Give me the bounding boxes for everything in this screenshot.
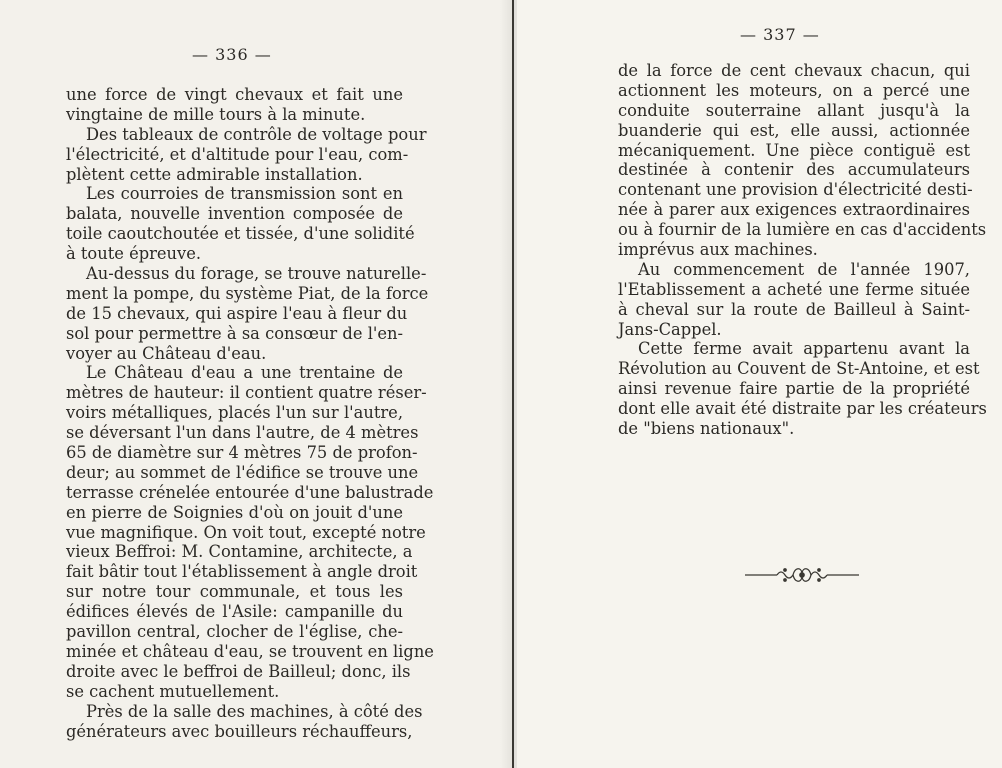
text-line: ainsi revenue faire partie de la propriété bbox=[618, 379, 970, 399]
text-line: dont elle avait été distraite par les créateurs bbox=[618, 399, 987, 419]
text-line: se cachent mutuellement. bbox=[66, 681, 280, 701]
text-line: ou à fournir de la lumière en cas d'accidents bbox=[618, 220, 987, 240]
text-line: sol pour permettre à sa consœur de l'en- bbox=[66, 323, 403, 343]
page-number-right: — 337 — bbox=[740, 25, 820, 44]
text-line: mètres de hauteur: il contient quatre réser- bbox=[66, 383, 427, 403]
text-line: Les courroies de transmission sont en bbox=[86, 184, 403, 204]
text-line: buanderie qui est, elle aussi, actionnée bbox=[618, 120, 970, 140]
text-line: l'électricité, et d'altitude pour l'eau, com- bbox=[66, 144, 409, 164]
text-line: destinée à contenir des accumulateurs bbox=[618, 160, 970, 180]
text-line: vieux Beffroi: M. Contamine, architecte, a bbox=[66, 542, 413, 562]
text-line: vue magnifique. On voit tout, excepté notre bbox=[66, 522, 426, 542]
text-line: l'Etablissement a acheté une ferme située bbox=[618, 279, 970, 299]
text-line: Le Château d'eau a une trentaine de bbox=[86, 363, 403, 383]
page-number-left: — 336 — bbox=[192, 45, 272, 64]
text-line: une force de vingt chevaux et fait une bbox=[66, 85, 403, 104]
text-line: Au-dessus du forage, se trouve naturelle- bbox=[86, 264, 427, 284]
left-page-text bbox=[66, 85, 434, 741]
text-line: toile caoutchoutée et tissée, d'une solidité bbox=[66, 224, 415, 244]
text-line: balata, nouvelle invention composée de bbox=[66, 204, 403, 224]
text-line: de "biens nationaux". bbox=[618, 419, 795, 439]
text-line: minée et château d'eau, se trouvent en ligne bbox=[66, 641, 434, 661]
text-line: terrasse crénelée entourée d'une balustrade bbox=[66, 482, 434, 502]
text-line: fait bâtir tout l'établissement à angle droit bbox=[66, 562, 418, 582]
gutter-shadow-left bbox=[500, 0, 512, 768]
text-line: édifices élevés de l'Asile: campanille du bbox=[66, 602, 403, 622]
text-line: imprévus aux machines. bbox=[618, 240, 818, 260]
text-line: ment la pompe, du système Piat, de la force bbox=[66, 283, 429, 303]
text-line: plètent cette admirable installation. bbox=[66, 164, 363, 184]
text-line: voyer au Château d'eau. bbox=[66, 343, 267, 363]
text-line: en pierre de Soignies d'où on jouit d'une bbox=[66, 502, 403, 522]
fleuron-ornament-icon bbox=[743, 560, 861, 590]
text-line: de la force de cent chevaux chacun, qui bbox=[618, 61, 970, 80]
text-line: conduite souterraine allant jusqu'à la bbox=[618, 100, 970, 120]
text-line: née à parer aux exigences extraordinaires bbox=[618, 200, 970, 220]
text-line: actionnent les moteurs, on a percé une bbox=[618, 80, 970, 100]
text-line: mécaniquement. Une pièce contiguë est bbox=[618, 140, 970, 160]
text-line: deur; au sommet de l'édifice se trouve une bbox=[66, 462, 419, 482]
text-line: à cheval sur la route de Bailleul à Saint- bbox=[618, 299, 970, 319]
text-line: à toute épreuve. bbox=[66, 244, 202, 264]
text-line: Des tableaux de contrôle de voltage pour bbox=[86, 124, 427, 144]
text-line: Révolution au Couvent de St-Antoine, et est bbox=[618, 359, 980, 379]
text-line: Cette ferme avait appartenu avant la bbox=[638, 339, 970, 359]
text-line: Au commencement de l'année 1907, bbox=[638, 259, 970, 279]
text-line: 65 de diamètre sur 4 mètres 75 de profon- bbox=[66, 443, 418, 463]
text-line: Près de la salle des machines, à côté des bbox=[86, 701, 423, 721]
text-line: de 15 chevaux, qui aspire l'eau à fleur du bbox=[66, 303, 408, 323]
text-line: générateurs avec bouilleurs réchauffeurs, bbox=[66, 721, 413, 741]
text-line: vingtaine de mille tours à la minute. bbox=[66, 104, 366, 124]
text-line: sur notre tour communale, et tous les bbox=[66, 582, 403, 602]
text-line: droite avec le beffroi de Bailleul; donc, ils bbox=[66, 661, 411, 681]
text-line: pavillon central, clocher de l'église, che- bbox=[66, 622, 403, 642]
text-line: voirs métalliques, placés l'un sur l'autre, bbox=[66, 403, 403, 423]
right-page-text bbox=[618, 61, 987, 439]
text-line: contenant une provision d'électricité desti- bbox=[618, 180, 973, 200]
right-page bbox=[517, 0, 1002, 768]
text-line: se déversant l'un dans l'autre, de 4 mètres bbox=[66, 423, 419, 443]
text-line: Jans-Cappel. bbox=[618, 319, 722, 339]
